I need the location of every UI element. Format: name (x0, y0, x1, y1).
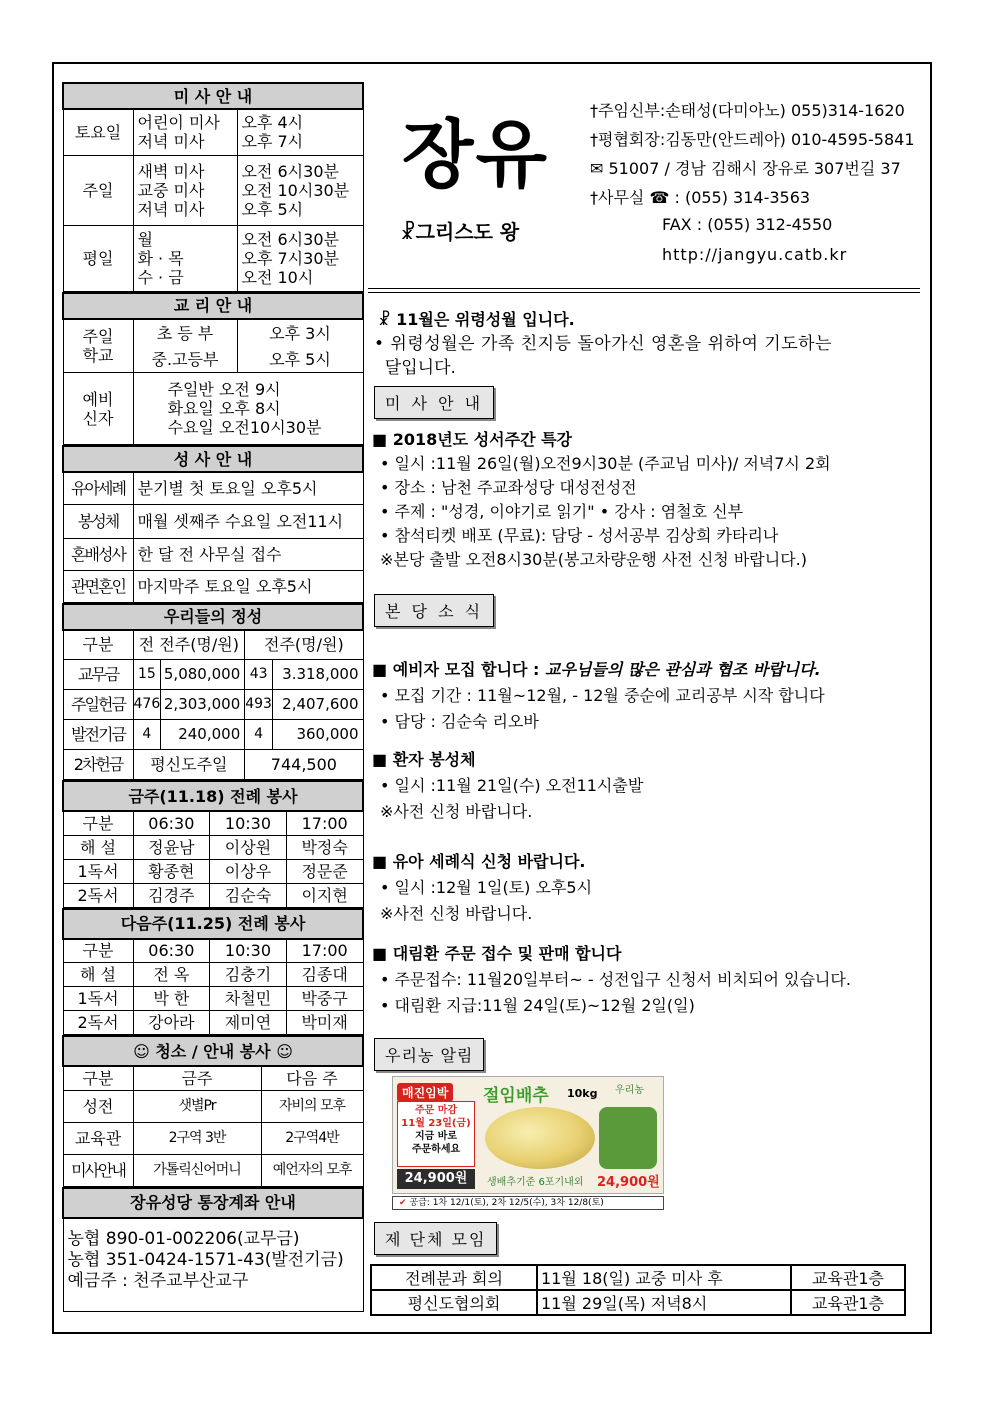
school-label: 주일 학교 (63, 319, 133, 373)
service-role: 1독서 (63, 859, 133, 883)
offering-count: 4 (245, 720, 273, 750)
service-this-table (62, 780, 364, 908)
catechumen-line: 화요일 오후 8시 (167, 399, 281, 418)
flyer-brand: 우리농 (615, 1085, 644, 1096)
check-icon: ✔ (399, 1198, 407, 1208)
sacrament-info: 매월 셋째주 수요일 오전11시 (133, 504, 363, 538)
divider (368, 288, 920, 289)
flyer-shipping (392, 1196, 664, 1210)
notice-line: 달입니다. (374, 358, 456, 378)
baptism-line: • 일시 :12월 1일(토) 오후5시 (380, 878, 593, 897)
flyer-deadline-line: 지금 바로 (414, 1131, 458, 1142)
flyer-price-right: 24,900원 (597, 1175, 660, 1190)
mass-name: 저녁 미사 (137, 132, 205, 152)
account-table (62, 1187, 364, 1313)
office-phone: †사무실 ☎ : (055) 314-3563 (590, 188, 811, 207)
school-time: 오후 3시 (237, 319, 363, 347)
council-info: †평협회장:김동만(안드레아) 010-4595-5841 (590, 130, 915, 149)
mass-time: 오전 10시 (241, 267, 314, 287)
service-person: 차철민 (210, 987, 287, 1011)
bible-line: • 일시 :11월 26일(월)오전9시30분 (주교님 미사)/ 저녁7시 2회 (380, 454, 831, 473)
cleaning-area: 교육관 (63, 1122, 133, 1154)
offering-count: 493 (245, 690, 273, 720)
offering-count: 476 (133, 690, 161, 720)
mass-table (62, 82, 364, 292)
parish-logo-title: 장유 (402, 112, 549, 198)
mass-day: 주일 (63, 155, 133, 225)
service-col: 구분 (63, 811, 133, 835)
mass-name: 화 · 목 (137, 248, 184, 268)
service-this-header: 금주(11.18) 전례 봉사 (63, 781, 363, 811)
sacrament-info: 한 달 전 사무실 접수 (133, 538, 363, 570)
tag-parish-news: 본 당 소 식 (374, 594, 494, 627)
mass-name: 교중 미사 (137, 180, 205, 200)
flyer-deadline-line: 11월 23일(금) (401, 1118, 471, 1129)
service-next-header: 다음주(11.25) 전례 봉사 (63, 909, 363, 939)
account-holder: 예금주 : 천주교부산교구 (67, 1270, 249, 1291)
doctrine-header: 교 리 안 내 (63, 293, 363, 319)
bible-note: ※본당 출발 오전8시30분(봉고차량운행 사전 신청 바랍니다.) (380, 550, 807, 569)
bible-line: • 참석티켓 배포 (무료): 담당 - 성서공부 김상희 카타리나 (380, 526, 779, 545)
cleaning-group: 예언자의 모후 (261, 1154, 363, 1186)
notice-line: • 위령성월은 가족 친지등 돌아가신 영혼을 위하여 기도하는 (374, 334, 832, 354)
offering-second-amount: 744,500 (245, 750, 363, 780)
sacrament-name: 유아세례 (63, 472, 133, 504)
catechumen-title-text: ■ 예비자 모집 합니다 : (372, 660, 546, 679)
service-person: 이상원 (210, 835, 287, 859)
sacrament-info: 분기별 첫 토요일 오후5시 (133, 472, 363, 504)
sacrament-name: 관면혼인 (63, 570, 133, 602)
service-col: 17:00 (286, 811, 363, 835)
catechumen-label: 예비 신자 (63, 373, 133, 445)
offering-count: 43 (245, 660, 273, 690)
offering-col: 전 전주(명/원) (133, 630, 245, 660)
meeting-table (370, 1264, 906, 1316)
offering-row-label: 발전기금 (63, 720, 133, 750)
offering-amount: 2,407,600 (272, 690, 363, 720)
offering-amount: 3.318,000 (272, 660, 363, 690)
sacrament-info: 마지막주 토요일 오후5시 (133, 570, 363, 602)
catechumen-title-emphasis: 교우님들의 많은 관심과 협조 바랍니다. (545, 660, 821, 679)
flyer-shipping-text: 공급: 1차 12/1(토), 2차 12/5(수), 3차 12/8(토) (409, 1198, 604, 1208)
catechumen-line: 주일반 오전 9시 (167, 380, 281, 399)
mass-time: 오후 4시 (241, 113, 304, 133)
mass-time: 오후 7시30분 (241, 248, 339, 268)
account-header: 장유성당 통장계좌 안내 (63, 1188, 363, 1218)
motto: ☧그리스도 왕 (400, 220, 520, 244)
mass-name: 월 (137, 229, 153, 249)
cleaning-group: 2구역 3반 (133, 1122, 261, 1154)
mass-name: 어린이 미사 (137, 113, 220, 133)
meeting-place: 교육관1층 (791, 1265, 905, 1290)
school-time: 오후 5시 (237, 347, 363, 373)
service-col: 10:30 (210, 939, 287, 963)
bible-title: ■ 2018년도 성서주간 특강 (372, 430, 573, 449)
service-person: 전 옥 (133, 963, 210, 987)
bible-line: • 장소 : 남천 주교좌성당 대성전성전 (380, 478, 637, 497)
service-person: 김경주 (133, 883, 210, 907)
advent-line: • 주문접수: 11월20일부터~ - 성전입구 신청서 비치되어 있습니다. (380, 970, 851, 989)
cleaning-group: 샛별Pr (133, 1090, 261, 1122)
mass-time: 오후 7시 (241, 132, 304, 152)
mass-time: 오후 5시 (241, 199, 304, 219)
offering-amount: 240,000 (161, 720, 245, 750)
offering-amount: 5,080,000 (161, 660, 245, 690)
cleaning-header: ☺ 청소 / 안내 봉사 ☺ (63, 1036, 363, 1066)
notice-headline: ☧ 11월은 위령성월 입니다. (378, 310, 575, 329)
cleaning-col: 금주 (133, 1066, 261, 1090)
service-person: 강아라 (133, 1011, 210, 1035)
baptism-title: ■ 유아 세례식 신청 바랍니다. (372, 852, 586, 871)
flyer-deadline-line: 주문 마감 (414, 1105, 458, 1116)
cleaning-group: 2구역4반 (261, 1122, 363, 1154)
service-person: 박미재 (286, 1011, 363, 1035)
flyer-badge: 매진임박 (397, 1083, 453, 1102)
flyer-weight: 10kg (567, 1087, 598, 1100)
service-col: 10:30 (210, 811, 287, 835)
sick-title: ■ 환자 봉성체 (372, 750, 476, 769)
sacrament-name: 봉성체 (63, 504, 133, 538)
service-col: 06:30 (133, 939, 210, 963)
advent-title: ■ 대림환 주문 접수 및 판매 합니다 (372, 944, 622, 963)
service-person: 김종대 (286, 963, 363, 987)
flyer-product: 절임배추 (483, 1086, 549, 1106)
service-person: 정문준 (286, 859, 363, 883)
address-info: ✉ 51007 / 경남 김해시 장유로 307번길 37 (590, 159, 901, 178)
bible-line: • 주제 : "성경, 이야기로 읽기" • 강사 : 염철호 신부 (380, 502, 744, 521)
offering-header: 우리들의 정성 (63, 604, 363, 630)
service-person: 박정숙 (286, 835, 363, 859)
cabbage-flyer (392, 1076, 664, 1194)
offering-second-desc: 평신도주일 (133, 750, 245, 780)
tag-groups: 제 단체 모임 (374, 1222, 497, 1255)
tag-farm: 우리농 알림 (374, 1038, 484, 1071)
service-role: 해 설 (63, 835, 133, 859)
service-person: 정윤남 (133, 835, 210, 859)
service-person: 제미연 (210, 1011, 287, 1035)
baptism-note: ※사전 신청 바랍니다. (380, 904, 533, 923)
school-group: 중.고등부 (133, 347, 237, 373)
service-person: 박 한 (133, 987, 210, 1011)
offering-col: 전주(명/원) (245, 630, 363, 660)
meeting-time: 11월 18(일) 교중 미사 후 (537, 1265, 791, 1290)
service-role: 2독서 (63, 883, 133, 907)
offering-amount: 2,303,000 (161, 690, 245, 720)
service-col: 구분 (63, 939, 133, 963)
cleaning-col: 구분 (63, 1066, 133, 1090)
catechumen-line: • 모집 기간 : 11월~12월, - 12월 중순에 교리공부 시작 합니다 (380, 686, 825, 705)
service-col: 17:00 (286, 939, 363, 963)
doctrine-table (62, 292, 364, 446)
catechumen-line: • 담당 : 김순숙 리오바 (380, 712, 539, 731)
mass-time: 오전 6시30분 (241, 229, 339, 249)
service-person: 황종현 (133, 859, 210, 883)
meeting-time: 11월 29일(목) 저녁8시 (537, 1290, 791, 1315)
catechumen-title (372, 660, 821, 680)
mass-name: 저녁 미사 (137, 199, 205, 219)
service-col: 06:30 (133, 811, 210, 835)
service-person: 김순숙 (210, 883, 287, 907)
mass-day: 평일 (63, 225, 133, 291)
fax: FAX : (055) 312-4550 (662, 215, 833, 234)
meeting-place: 교육관1층 (791, 1290, 905, 1315)
mass-time: 오전 10시30분 (241, 180, 350, 200)
sick-line: • 일시 :11월 21일(수) 오전11시출발 (380, 776, 644, 795)
offering-table (62, 603, 364, 781)
mass-name: 새벽 미사 (137, 161, 205, 181)
sick-note: ※사전 신청 바랍니다. (380, 802, 533, 821)
offering-count: 4 (133, 720, 161, 750)
service-next-table (62, 908, 364, 1036)
flyer-price-left: 24,900원 (397, 1169, 475, 1189)
flyer-deadline-line: 주문하세요 (411, 1144, 461, 1155)
divider (368, 292, 920, 293)
mass-time: 오전 6시30분 (241, 161, 339, 181)
service-person: 김충기 (210, 963, 287, 987)
sacrament-table (62, 445, 364, 603)
mass-name: 수 · 금 (137, 267, 184, 287)
cleaning-group: 가톨릭신어머니 (133, 1154, 261, 1186)
cleaning-area: 미사안내 (63, 1154, 133, 1186)
flyer-desc: 생배추기준 6포기내외 (487, 1177, 584, 1188)
cabbage-image (485, 1107, 595, 1169)
tag-mass: 미 사 안 내 (374, 386, 494, 419)
offering-row-label: 주일헌금 (63, 690, 133, 720)
website-link[interactable]: http://jangyu.catb.kr (662, 245, 848, 264)
sacrament-header: 성 사 안 내 (63, 446, 363, 472)
account-line: 농협 351-0424-1571-43(발전기금) (67, 1249, 344, 1270)
service-person: 박중구 (286, 987, 363, 1011)
mass-header: 미 사 안 내 (63, 83, 363, 109)
offering-count: 15 (133, 660, 161, 690)
service-role: 2독서 (63, 1011, 133, 1035)
left-column (62, 82, 364, 1312)
cleaning-group: 자비의 모후 (261, 1090, 363, 1122)
offering-col: 구분 (63, 630, 133, 660)
catechumen-line: 수요일 오전10시30분 (167, 418, 322, 437)
offering-amount: 360,000 (272, 720, 363, 750)
service-person: 이지현 (286, 883, 363, 907)
service-role: 1독서 (63, 987, 133, 1011)
school-group: 초 등 부 (133, 319, 237, 347)
cleaning-col: 다음 주 (261, 1066, 363, 1090)
service-person: 이상우 (210, 859, 287, 883)
mass-day: 토요일 (63, 109, 133, 155)
offering-row-label: 교무금 (63, 660, 133, 690)
sacrament-name: 혼배성사 (63, 538, 133, 570)
pastor-info: †주임신부:손태성(다미아노) 055)314-1620 (590, 101, 905, 120)
offering-row-label: 2차헌금 (63, 750, 133, 780)
account-line: 농협 890-01-002206(교무금) (67, 1228, 300, 1249)
meeting-name: 평신도협의회 (371, 1290, 537, 1315)
cleaning-area: 성전 (63, 1090, 133, 1122)
cleaning-table (62, 1035, 364, 1187)
service-role: 해 설 (63, 963, 133, 987)
farmer-image (599, 1107, 657, 1169)
meeting-name: 전례분과 회의 (371, 1265, 537, 1290)
advent-line: • 대림환 지급:11월 24일(토)~12월 2일(일) (380, 996, 695, 1015)
